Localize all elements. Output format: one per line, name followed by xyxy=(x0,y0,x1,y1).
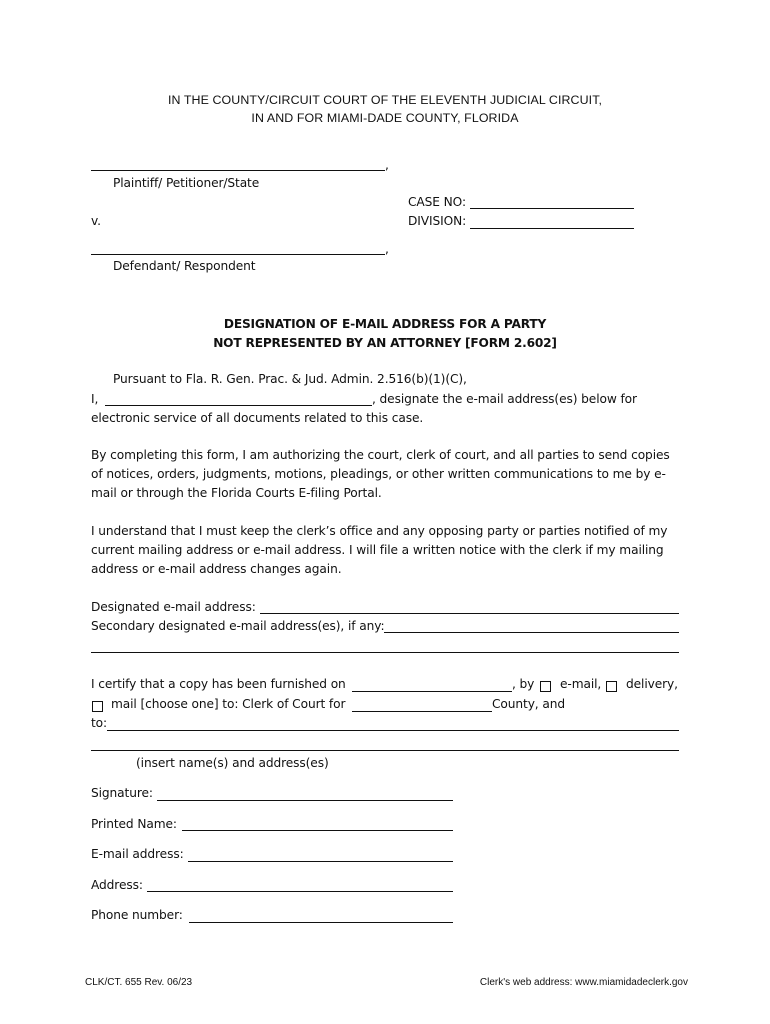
defendant-label: Defendant/ Respondent xyxy=(113,259,256,273)
delivery-option-label: delivery, xyxy=(626,677,678,691)
county-field[interactable] xyxy=(352,711,492,712)
phone-label: Phone number: xyxy=(91,908,183,922)
by-text: , by xyxy=(512,677,535,691)
plaintiff-label: Plaintiff/ Petitioner/State xyxy=(113,176,260,190)
designated-email-label: Designated e-mail address: xyxy=(91,600,256,614)
paragraph3-line1: I understand that I must keep the clerk’s office and any opposing party or parties notified of my xyxy=(91,524,668,538)
secondary-email-field-line2[interactable] xyxy=(91,652,679,653)
party-name-field[interactable] xyxy=(105,405,372,406)
secondary-email-label: Secondary designated e-mail address(es), if any: xyxy=(91,619,385,633)
case-no-field[interactable] xyxy=(470,208,634,209)
county-text: County, and xyxy=(492,697,565,711)
paragraph3-line2: current mailing address or e-mail address. I will file a written notice with the clerk if my mailing xyxy=(91,543,664,557)
signer-email-field[interactable] xyxy=(188,861,453,862)
form-number: CLK/CT. 655 Rev. 06/23 xyxy=(85,977,193,988)
court-header-line1: IN THE COUNTY/CIRCUIT COURT OF THE ELEVENTH JUDICIAL CIRCUIT, xyxy=(167,93,603,107)
email-option-label: e-mail, xyxy=(560,677,602,691)
court-header-line2: IN AND FOR MIAMI-DADE COUNTY, FLORIDA xyxy=(251,111,519,125)
signature-field[interactable] xyxy=(157,800,453,801)
division-label: DIVISION: xyxy=(408,214,467,228)
secondary-email-field[interactable] xyxy=(384,632,679,633)
clerk-web-address: Clerk's web address: www.miamidadeclerk.gov xyxy=(479,977,688,988)
paragraph1-line3: electronic service of all documents related to this case. xyxy=(91,411,424,425)
case-no-label: CASE NO: xyxy=(408,195,466,209)
recipient-field-line2[interactable] xyxy=(91,750,679,751)
phone-field[interactable] xyxy=(189,922,453,923)
paragraph1-line2: , designate the e-mail address(es) below for xyxy=(372,392,637,406)
paragraph3-line3: address or e-mail address changes again. xyxy=(91,562,342,576)
plaintiff-name-field[interactable] xyxy=(91,170,385,171)
paragraph2-line3: mail or through the Florida Courts E-filing Portal. xyxy=(91,486,382,500)
signer-email-label: E-mail address: xyxy=(91,847,184,861)
form-title-line1: DESIGNATION OF E-MAIL ADDRESS FOR A PARTY xyxy=(223,317,547,331)
mail-option-label: mail [choose one] to: Clerk of Court for xyxy=(111,697,346,711)
delivery-checkbox[interactable] xyxy=(606,681,617,692)
recipient-field[interactable] xyxy=(107,730,679,731)
versus-label: v. xyxy=(91,214,101,228)
paragraph1-line1: Pursuant to Fla. R. Gen. Prac. & Jud. Admin. 2.516(b)(1)(C), xyxy=(113,372,467,386)
certify-text: I certify that a copy has been furnished on xyxy=(91,677,346,691)
defendant-name-field[interactable] xyxy=(91,254,385,255)
furnished-date-field[interactable] xyxy=(352,691,512,692)
mail-checkbox[interactable] xyxy=(92,701,103,712)
paragraph2-line2: of notices, orders, judgments, motions, pleadings, or other written communications to me by e- xyxy=(91,467,666,481)
address-field[interactable] xyxy=(147,891,453,892)
printed-name-label: Printed Name: xyxy=(91,817,177,831)
printed-name-field[interactable] xyxy=(182,830,453,831)
address-label: Address: xyxy=(91,878,143,892)
plaintiff-comma: , xyxy=(385,158,389,172)
signature-label: Signature: xyxy=(91,786,153,800)
paragraph2-line1: By completing this form, I am authorizing the court, clerk of court, and all parties to send copies xyxy=(91,448,670,462)
designated-email-field[interactable] xyxy=(260,613,679,614)
form-title-line2: NOT REPRESENTED BY AN ATTORNEY [FORM 2.602] xyxy=(213,336,557,350)
paragraph1-i: I, xyxy=(91,392,99,406)
division-field[interactable] xyxy=(470,228,634,229)
insert-names-note: (insert name(s) and address(es) xyxy=(136,756,329,770)
to-label: to: xyxy=(91,716,108,730)
email-checkbox[interactable] xyxy=(540,681,551,692)
defendant-comma: , xyxy=(385,242,389,256)
